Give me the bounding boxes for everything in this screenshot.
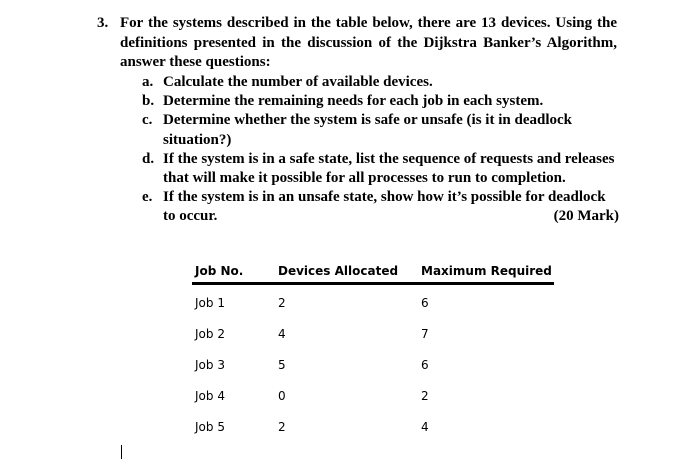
sub-question-list — [142, 73, 619, 227]
cell-maximum: 6 — [421, 358, 429, 372]
cell-allocated: 0 — [278, 389, 286, 403]
sub-question-text: Determine whether the system is safe or unsafe (is it in deadlock situation?) — [163, 112, 572, 148]
table-row — [192, 285, 554, 316]
sub-question-letter: d. — [142, 150, 155, 167]
table-body — [192, 285, 554, 440]
cell-job: Job 5 — [195, 420, 225, 434]
cell-allocated: 5 — [278, 358, 286, 372]
cell-job: Job 2 — [195, 327, 225, 341]
cell-allocated: 2 — [278, 296, 286, 310]
sub-question-letter: e. — [142, 189, 153, 206]
sub-question-a — [142, 73, 619, 92]
question-number: 3. — [97, 15, 109, 31]
cell-allocated: 2 — [278, 420, 286, 434]
header-job-no: Job No. — [195, 264, 244, 278]
cell-maximum: 4 — [421, 420, 429, 434]
cell-maximum: 2 — [421, 389, 429, 403]
sub-question-text: If the system is in an unsafe state, show how it’s possible for deadlock to occur. — [163, 189, 606, 225]
sub-question-letter: c. — [142, 112, 153, 129]
cell-maximum: 7 — [421, 327, 429, 341]
sub-question-c — [142, 111, 619, 149]
sub-question-text: Calculate the number of available devices. — [163, 74, 433, 90]
text-cursor — [121, 445, 122, 459]
sub-question-letter: a. — [142, 74, 154, 90]
sub-question-text: If the system is in a safe state, list the sequence of requests and releases that will make it possible for all processes to run to completion. — [163, 150, 615, 187]
cell-job: Job 3 — [195, 358, 225, 372]
jobs-table — [192, 262, 554, 440]
cell-job: Job 4 — [195, 389, 225, 403]
header-maximum-required: Maximum Required — [421, 264, 552, 278]
sub-question-text: Determine the remaining needs for each job in each system. — [163, 93, 544, 110]
marks-label: (20 Mark) — [553, 208, 619, 225]
table-row — [192, 378, 554, 409]
cell-job: Job 1 — [195, 296, 225, 310]
table-row — [192, 347, 554, 378]
sub-question-letter: b. — [142, 93, 155, 110]
question-text: For the systems described in the table below, there are 13 devices. Using the definitions presented in the discussion of the Dijkstra Banker’s Algorithm, answer these questions: — [120, 15, 617, 70]
table-row — [192, 316, 554, 347]
table-header — [192, 262, 554, 285]
sub-question-e — [142, 188, 619, 226]
header-devices-allocated: Devices Allocated — [278, 264, 399, 278]
table-row — [192, 409, 554, 440]
cell-allocated: 4 — [278, 327, 286, 341]
sub-question-d — [142, 150, 619, 188]
cell-maximum: 6 — [421, 296, 429, 310]
sub-question-b — [142, 92, 619, 111]
